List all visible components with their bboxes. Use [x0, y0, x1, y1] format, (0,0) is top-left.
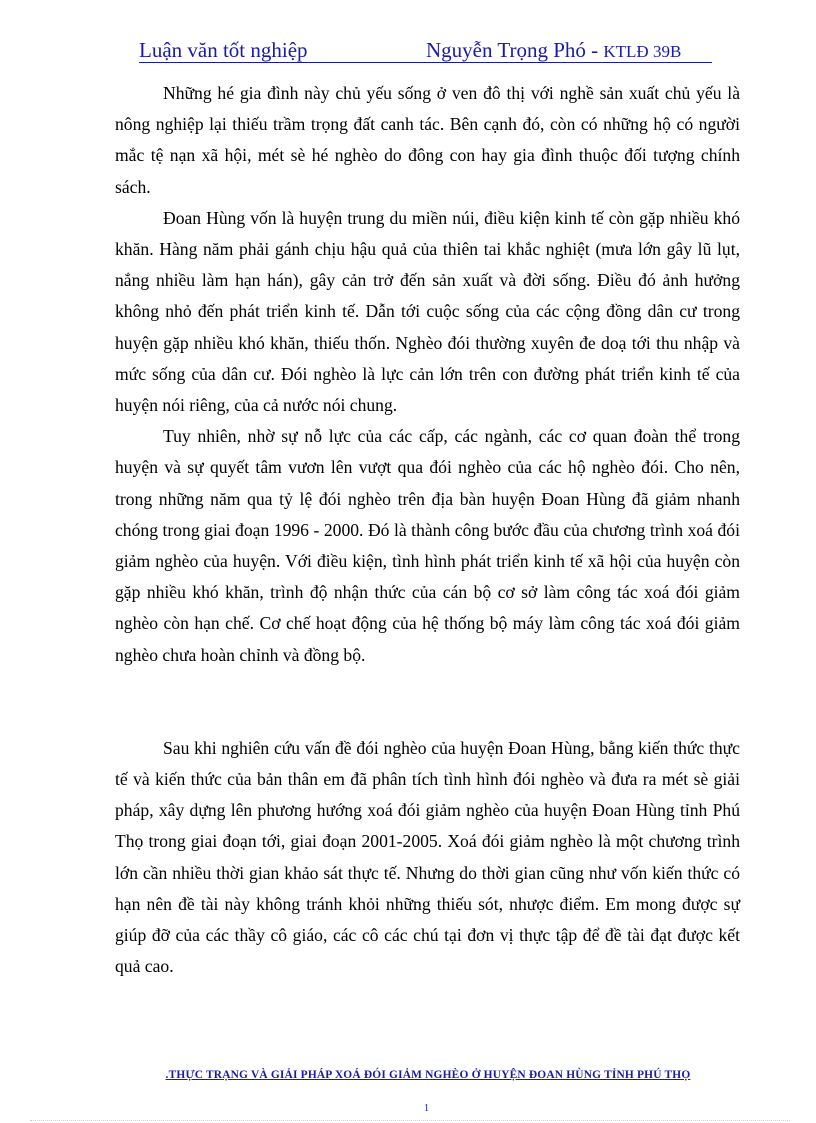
document-body	[115, 78, 740, 982]
header-class-code: KTLĐ 39B	[603, 42, 682, 61]
paragraph-2: Đoan Hùng vốn là huyện trung du miền núi, điều kiện kinh tế còn gặp nhiều khó khăn. Hàng năm phải gánh chịu hậu quả của thiên tai khắc nghiệt (mưa lớn gây lũ lụt, nắng nhiều làm hạn hán), gây cản trở đến sản xuất và đời sống. Điều đó ảnh hưởng không nhỏ đến phát triển kinh tế. Dẫn tới cuộc sống của các cộng đồng dân cư trong huyện gặp nhiều khó khăn, thiếu thốn. Nghèo đói thường xuyên đe doạ tới thu nhập và mức sống của dân cư. Đói nghèo là lực cản lớn trên con đường phát triển kinh tế của huyện nói riêng, của cả nước nói chung.	[115, 207, 740, 416]
paragraph-3: Tuy nhiên, nhờ sự nỗ lực của các cấp, các ngành, các cơ quan đoàn thể trong huyện và sự quyết tâm vươn lên vượt qua đói nghèo của các hộ nghèo đói. Cho nên, trong những năm qua tỷ lệ đói nghèo trên địa bàn huyện Đoan Hùng đã giảm nhanh chóng trong giai đoạn 1996 - 2000. Đó là thành công bước đầu của chương trình xoá đói giảm nghèo của huyện. Với điều kiện, tình hình phát triển kinh tế xã hội của huyện còn gặp nhiều khó khăn, trình độ nhận thức của cán bộ cơ sở làm công tác xoá đói giảm nghèo còn hạn chế. Cơ chế hoạt động của hệ thống bộ máy làm công tác xoá đói giảm nghèo chưa hoàn chỉnh và đồng bộ.	[115, 426, 740, 665]
footer-title: .THỰC TRẠNG VÀ GIẢI PHÁP XOÁ ĐÓI GIẢM NGHÈO Ở HUYỆN ĐOAN HÙNG TỈNH PHÚ THỌ	[165, 1069, 691, 1081]
page-number: 1	[424, 1103, 429, 1114]
header-author-block	[426, 38, 681, 63]
header-title: Luận văn tốt nghiệp	[139, 38, 308, 62]
paragraph-4: Sau khi nghiên cứu vấn đề đói nghèo của huyện Đoan Hùng, bằng kiến thức thực tế và kiến thức của bản thân em đã phân tích tình hình đói nghèo và đưa ra mét sè giải pháp, xây dựng lên phương hướng xoá đói giảm nghèo của huyện Đoan Hùng tỉnh Phú Thọ trong giai đoạn tới, giai đoạn 2001-2005. Xoá đói giảm nghèo là một chương trình lớn cần nhiều thời gian khảo sát thực tế. Nhưng do thời gian cũng như vốn kiến thức có hạn nên đề tài này không tránh khỏi những thiếu sót, nhược điểm. Em mong được sự giúp đỡ của các thầy cô giáo, các cô các chú tại đơn vị thực tập để đề tài đạt được kết quả cao.	[115, 737, 740, 977]
header-divider	[139, 62, 712, 63]
page-header	[139, 38, 719, 68]
header-author: Nguyễn Trọng Phó -	[426, 38, 604, 62]
page-bottom-edge	[30, 1120, 790, 1121]
paragraph-1: Những hé gia đình này chủ yếu sống ở ven đô thị với nghề sản xuất chủ yếu là nông nghiệp lại thiếu trầm trọng đất canh tác. Bên cạnh đó, còn có những hộ có người mắc tệ nạn xã hội, mét sè hé nghèo do đông con hay gia đình thuộc đối tượng chính sách.	[115, 83, 740, 197]
